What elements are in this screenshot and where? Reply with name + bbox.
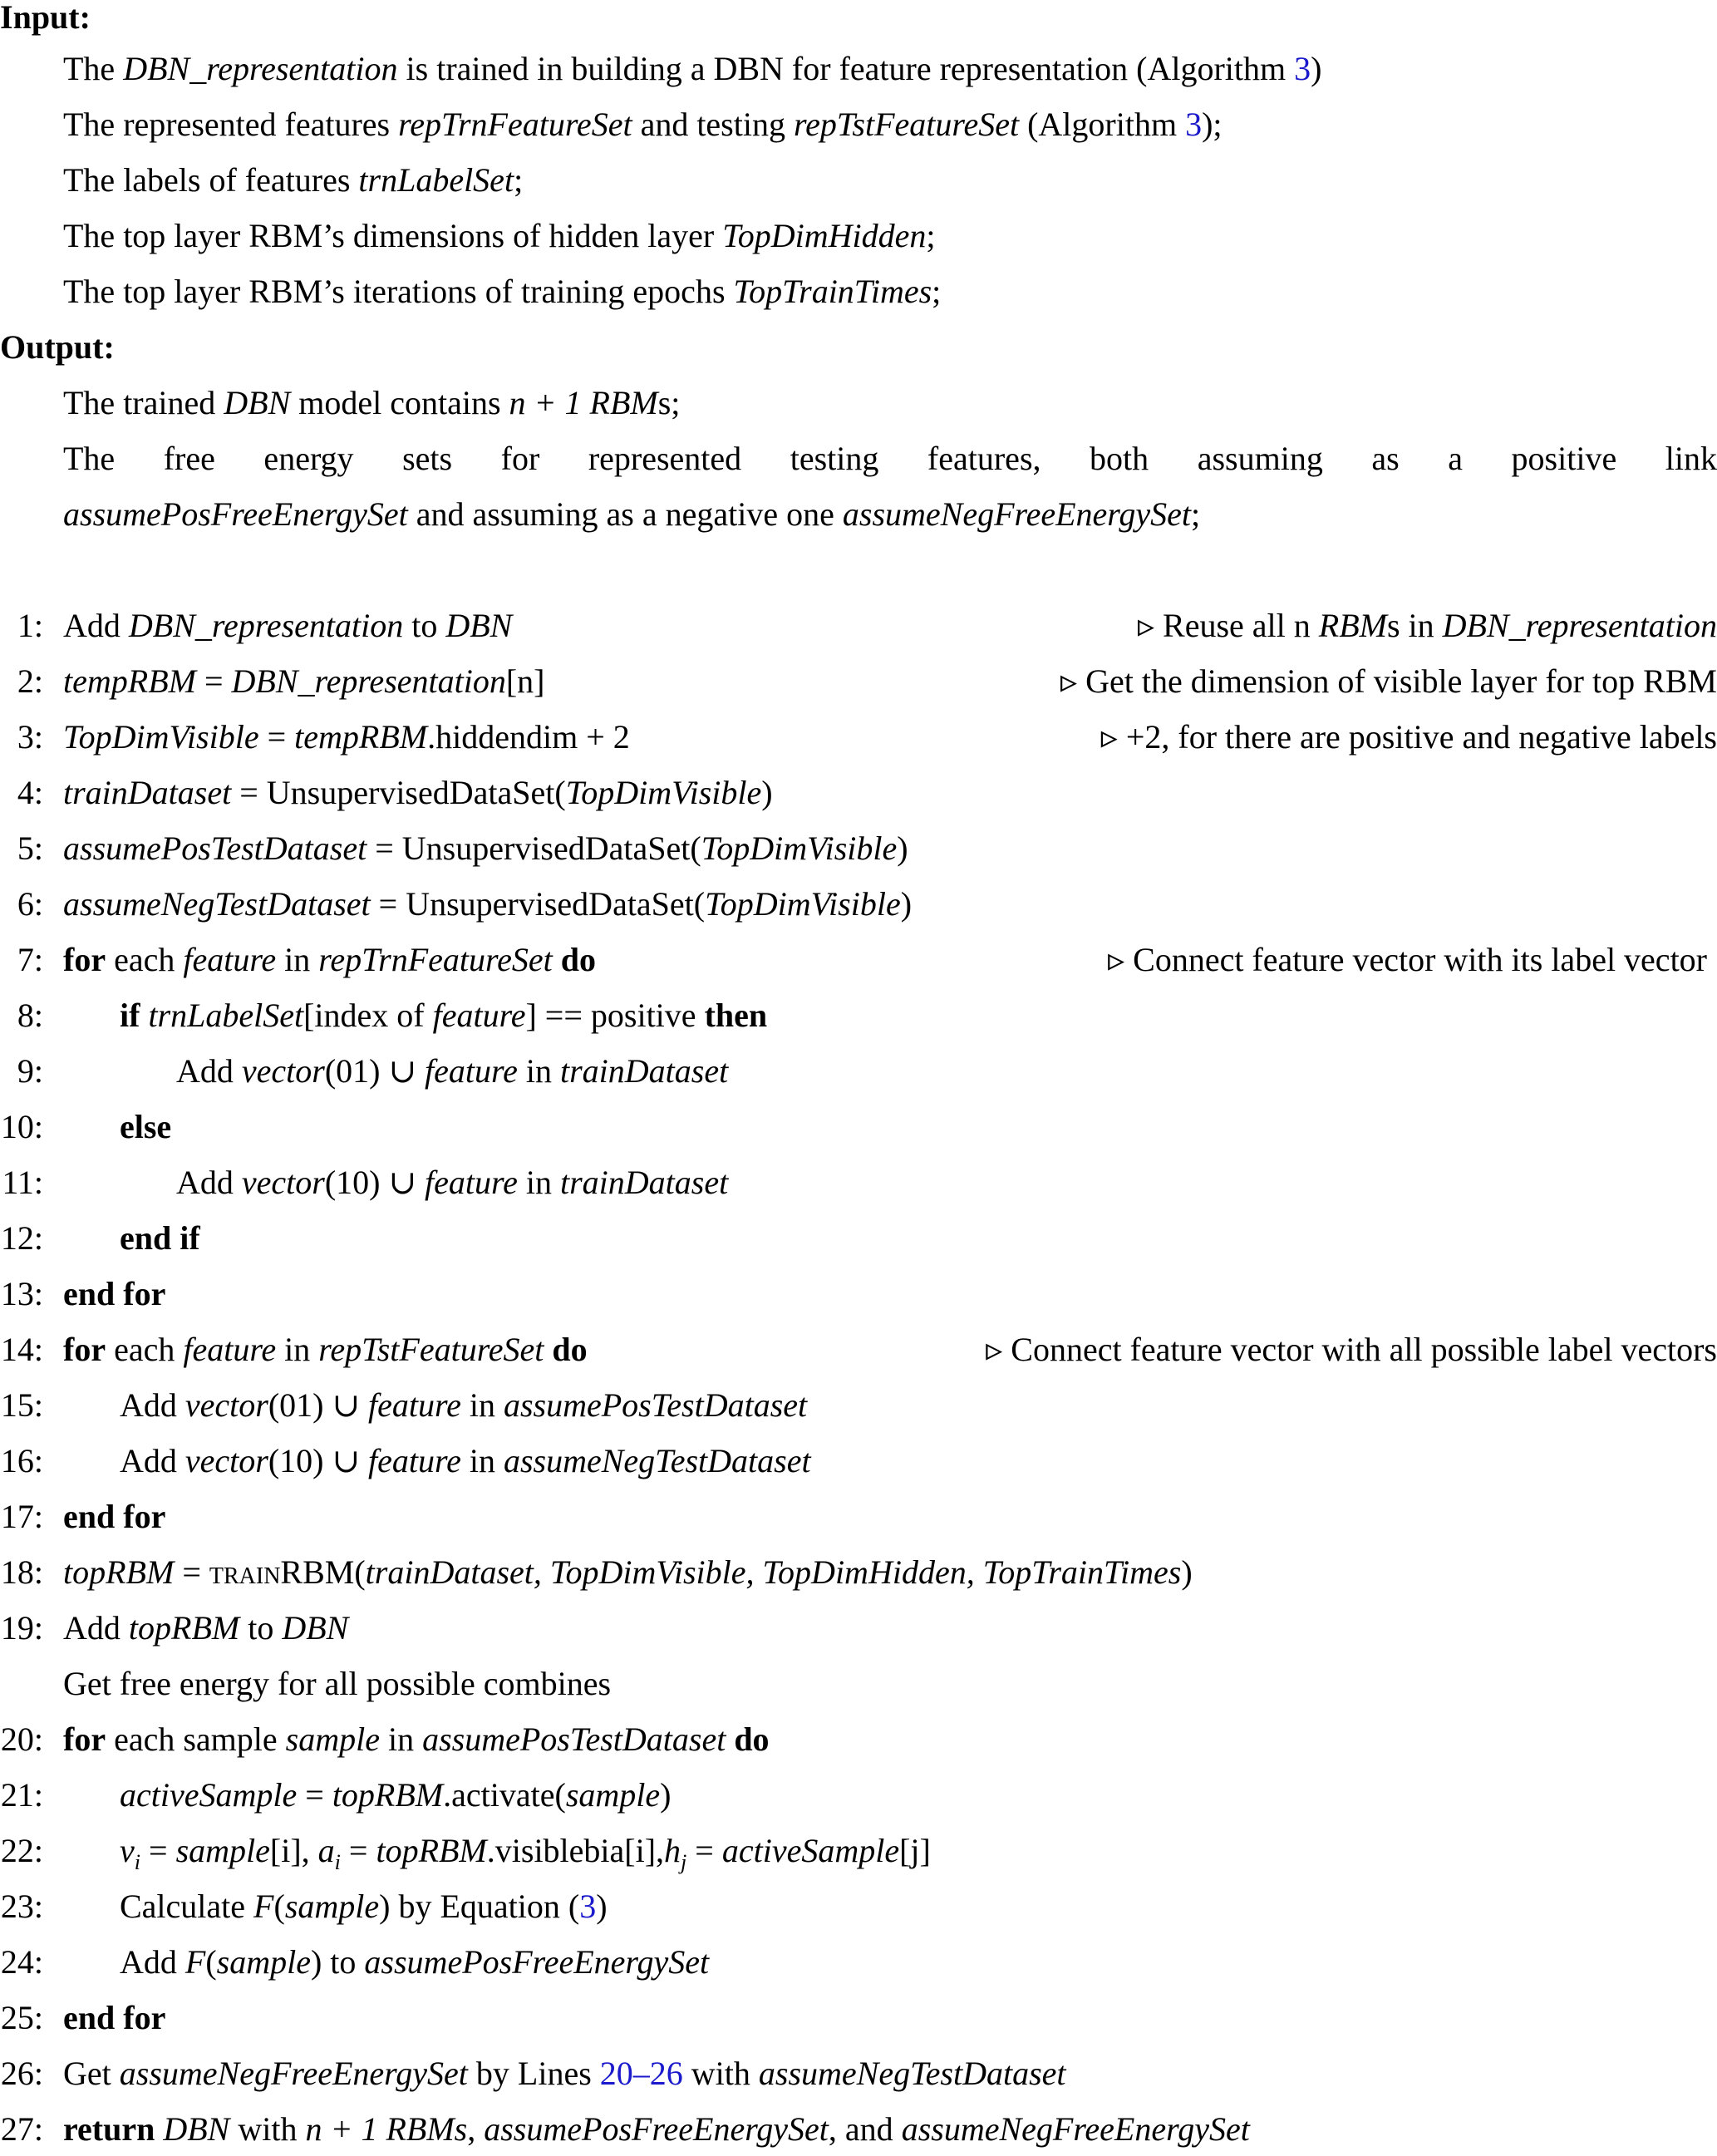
line-number: 20: — [0, 1720, 43, 1758]
line-number: 27: — [0, 2110, 43, 2148]
line-number: 7: — [17, 941, 43, 978]
step-22: 22: $v_i$ = sample[i], $a_i$ = $topRBM.visiblebia[i],h_j$ = activeSample[j] — [0, 1827, 1717, 1875]
line-number: 14: — [0, 1331, 43, 1368]
comment: ▹ Connect feature vector with all possible label vectors — [986, 1331, 1717, 1368]
step-9: 9: Add vector(01) ∪ feature in trainDataset — [0, 1047, 1717, 1095]
input-line-1: The DBN_representation is trained in building a DBN for feature representation (Algorithm 3) — [63, 50, 1322, 87]
step-20: 20: for each sample sample in assumePosTestDataset do — [0, 1715, 1717, 1764]
line-number: 13: — [0, 1275, 43, 1312]
line-number: 4: — [17, 774, 43, 811]
line-number: 8: — [17, 997, 43, 1034]
step-7: 7: for each feature in repTrnFeatureSet do ▹ Connect feature vector with its label vector — [0, 936, 1717, 984]
line-number: 6: — [17, 885, 43, 923]
line-number: 18: — [0, 1553, 43, 1591]
step-21: 21: activeSample = topRBM.activate(sample) — [0, 1771, 1717, 1819]
line-number: 9: — [17, 1052, 43, 1090]
output-heading: Output: — [0, 328, 115, 366]
line-number: 12: — [0, 1219, 43, 1257]
equation-ref-link[interactable]: 3 — [579, 1888, 597, 1925]
line-number: 17: — [0, 1498, 43, 1535]
input-heading: Input: — [0, 0, 91, 36]
comment: ▹ +2, for there are positive and negative labels — [1100, 718, 1717, 756]
step-1: 1: Add DBN_representation to DBN ▹ Reuse all n RBMs in DBN_representation — [0, 602, 1717, 650]
line-number: 23: — [0, 1888, 43, 1925]
input-line-4: The top layer RBM’s dimensions of hidden layer TopDimHidden; — [63, 217, 936, 254]
comment: ▹ Connect feature vector with its label vector — [1108, 941, 1707, 978]
output-line-3: assumePosFreeEnergySet and assuming as a negative one assumeNegFreeEnergySet; — [63, 495, 1201, 533]
step-27: 27: return DBN with n + 1 RBMs, assumePosFreeEnergySet, and assumeNegFreeEnergySet — [0, 2105, 1717, 2154]
line-number: 15: — [0, 1386, 43, 1424]
line-number: 24: — [0, 1943, 43, 1981]
line-number: 22: — [0, 1832, 43, 1869]
output-line-1: The trained DBN model contains n + 1 RBMs; — [63, 384, 681, 421]
step-15: 15: Add vector(01) ∪ feature in assumePosTestDataset — [0, 1381, 1717, 1430]
line-number: 19: — [0, 1609, 43, 1647]
line-number: 10: — [0, 1108, 43, 1145]
lines-ref-link[interactable]: 20–26 — [599, 2055, 683, 2092]
step-24: 24: Add F(sample) to assumePosFreeEnergySet — [0, 1938, 1717, 1986]
step-11: 11: Add vector(10) ∪ feature in trainDataset — [0, 1159, 1717, 1207]
input-line-3: The labels of features trnLabelSet; — [63, 161, 524, 199]
input-line-5: The top layer RBM’s iterations of training epochs TopTrainTimes; — [63, 273, 942, 310]
algorithm-ref-link[interactable]: 3 — [1185, 106, 1203, 143]
line-number: 5: — [17, 829, 43, 867]
line-number: 26: — [0, 2055, 43, 2092]
line-number: 3: — [17, 718, 43, 756]
step-16: 16: Add vector(10) ∪ feature in assumeNegTestDataset — [0, 1437, 1717, 1485]
line-number: 21: — [0, 1776, 43, 1814]
comment: ▹ Get the dimension of visible layer for top RBM — [1060, 662, 1717, 700]
step-10: 10: else — [0, 1103, 1717, 1151]
line-number: 11: — [2, 1164, 43, 1201]
output-line-2: The free energy sets for represented testing features, both assuming as a positive link — [63, 440, 1717, 477]
line-number: 2: — [17, 662, 43, 700]
step-17: 17: end for — [0, 1493, 1717, 1541]
comment: ▹ Reuse all n RBMs in DBN_representation — [1137, 607, 1717, 644]
step-4: 4: trainDataset = UnsupervisedDataSet(TopDimVisible) — [0, 769, 1717, 817]
step-23: 23: Calculate F(sample) by Equation (3) — [0, 1883, 1717, 1931]
line-number: 16: — [0, 1442, 43, 1479]
line-number: 25: — [0, 1999, 43, 2036]
step-2: 2: tempRBM = DBN_representation[n] ▹ Get the dimension of visible layer for top RBM — [0, 657, 1717, 706]
step-13: 13: end for — [0, 1270, 1717, 1318]
step-6: 6: assumeNegTestDataset = UnsupervisedDataSet(TopDimVisible) — [0, 880, 1717, 928]
step-26: 26: Get assumeNegFreeEnergySet by Lines 20–26 with assumeNegTestDataset — [0, 2050, 1717, 2098]
step-8: 8: if trnLabelSet[index of feature] == positive then — [0, 992, 1717, 1040]
step-5: 5: assumePosTestDataset = UnsupervisedDataSet(TopDimVisible) — [0, 824, 1717, 873]
algorithm-ref-link[interactable]: 3 — [1294, 50, 1311, 87]
step-12: 12: end if — [0, 1214, 1717, 1263]
input-line-2: The represented features repTrnFeatureSet and testing repTstFeatureSet (Algorithm 3); — [63, 106, 1223, 143]
step-14: 14: for each feature in repTstFeatureSet do ▹ Connect feature vector with all possible label vectors — [0, 1326, 1717, 1374]
step-free-energy-note: Get free energy for all possible combines — [63, 1665, 612, 1702]
step-25: 25: end for — [0, 1994, 1717, 2042]
line-number: 1: — [17, 607, 43, 644]
step-3: 3: TopDimVisible = tempRBM.hiddendim + 2 ▹ +2, for there are positive and negative labels — [0, 713, 1717, 761]
step-18: 18: topRBM = trainRBM(trainDataset, TopDimVisible, TopDimHidden, TopTrainTimes) — [0, 1548, 1717, 1597]
step-19: 19: Add topRBM to DBN — [0, 1604, 1717, 1652]
